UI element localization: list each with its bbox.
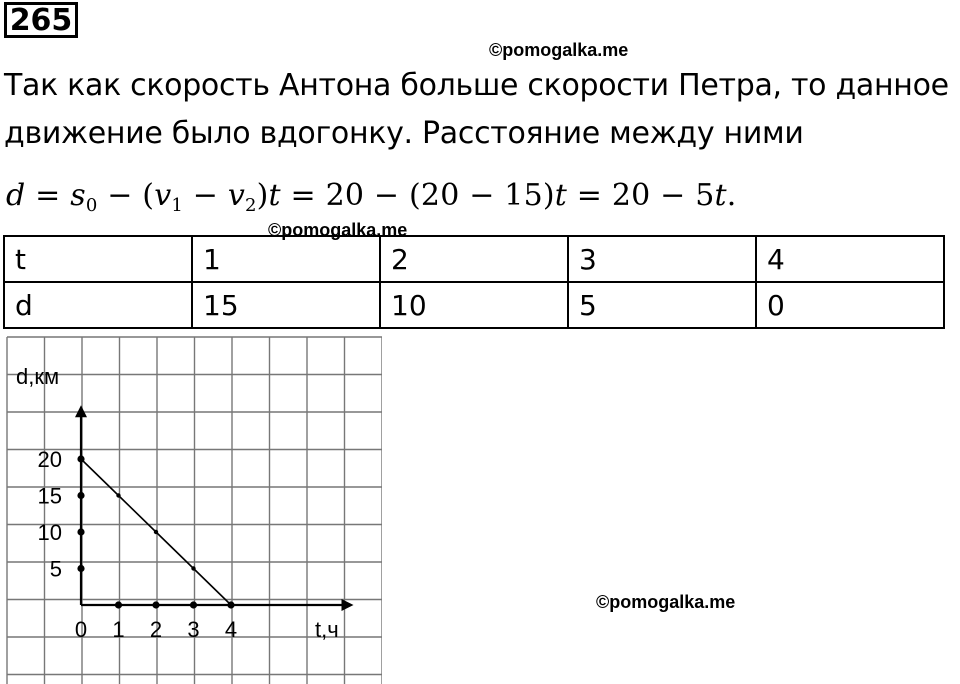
paragraph-line-2: движение было вдогонку. Расстояние между ними xyxy=(4,116,804,151)
series-point xyxy=(116,493,120,497)
y-tick-label: 5 xyxy=(49,556,62,582)
y-axis-dot xyxy=(77,565,84,572)
formula-rest-1: = 20 − (20 − 15) xyxy=(280,178,555,213)
formula-v1: v xyxy=(154,178,172,213)
formula-minus-2: − xyxy=(183,178,228,213)
table-cell: 2 xyxy=(380,236,568,282)
table-cell: 5 xyxy=(568,282,756,328)
watermark-middle: ©pomogalka.me xyxy=(268,220,408,240)
formula-end: . xyxy=(726,178,737,213)
x-axis-label: t,ч xyxy=(315,617,339,642)
table-row-d xyxy=(4,282,944,328)
x-tick-label: 3 xyxy=(187,617,200,642)
x-axis-arrow xyxy=(342,599,354,611)
formula-s: s xyxy=(70,178,86,213)
formula-t2: t xyxy=(554,178,568,213)
series-point xyxy=(229,603,233,607)
table-cell: 10 xyxy=(380,282,568,328)
table-cell: 0 xyxy=(756,282,944,328)
x-axis-dot xyxy=(190,601,197,608)
table-row-t xyxy=(4,236,944,282)
y-tick-label: 20 xyxy=(37,447,62,472)
series-point xyxy=(154,530,158,534)
values-table xyxy=(3,235,945,329)
formula-s-sub: 0 xyxy=(85,195,98,216)
series-point xyxy=(79,457,83,461)
x-tick-label: 1 xyxy=(112,617,125,642)
y-tick-label: 10 xyxy=(37,520,62,545)
formula-eq: = xyxy=(25,178,71,213)
y-tick-label: 15 xyxy=(37,483,62,509)
table-cell: 1 xyxy=(192,236,380,282)
task-number: 265 xyxy=(4,2,78,38)
formula-close: ) xyxy=(256,178,269,213)
formula-t1: t xyxy=(268,178,281,213)
y-axis-dot xyxy=(77,492,84,499)
watermark-top: ©pomogalka.me xyxy=(489,40,629,60)
y-axis-arrow xyxy=(75,405,87,417)
table-cell: 3 xyxy=(568,236,756,282)
x-tick-label: 4 xyxy=(224,617,238,642)
formula-t3: t xyxy=(714,178,727,213)
table-cell: 15 xyxy=(192,282,380,328)
formula-v2-sub: 2 xyxy=(244,195,257,216)
x-tick-label: 2 xyxy=(149,617,163,642)
table-cell: 4 xyxy=(756,236,944,282)
table-cell: d xyxy=(4,282,192,328)
distance-formula xyxy=(6,178,737,216)
graph-svg xyxy=(0,333,382,684)
table-cell: t xyxy=(4,236,192,282)
y-axis-label: d,км xyxy=(16,364,60,389)
formula-minus: − ( xyxy=(97,178,155,213)
x-tick-label: 0 xyxy=(74,617,88,642)
formula-rest-2: = 20 − 5 xyxy=(567,178,715,213)
distance-graph xyxy=(0,333,382,684)
formula-d: d xyxy=(6,178,26,213)
paragraph-line-1: Так как скорость Антона больше скорости Петра, то данное xyxy=(4,68,949,103)
y-axis-dot xyxy=(77,528,84,535)
series-point xyxy=(191,566,195,570)
x-axis-dot xyxy=(152,601,159,608)
x-axis-dot xyxy=(115,601,122,608)
formula-v2: v xyxy=(227,178,245,213)
formula-v1-sub: 1 xyxy=(171,195,184,216)
watermark-bottom: ©pomogalka.me xyxy=(596,592,736,612)
